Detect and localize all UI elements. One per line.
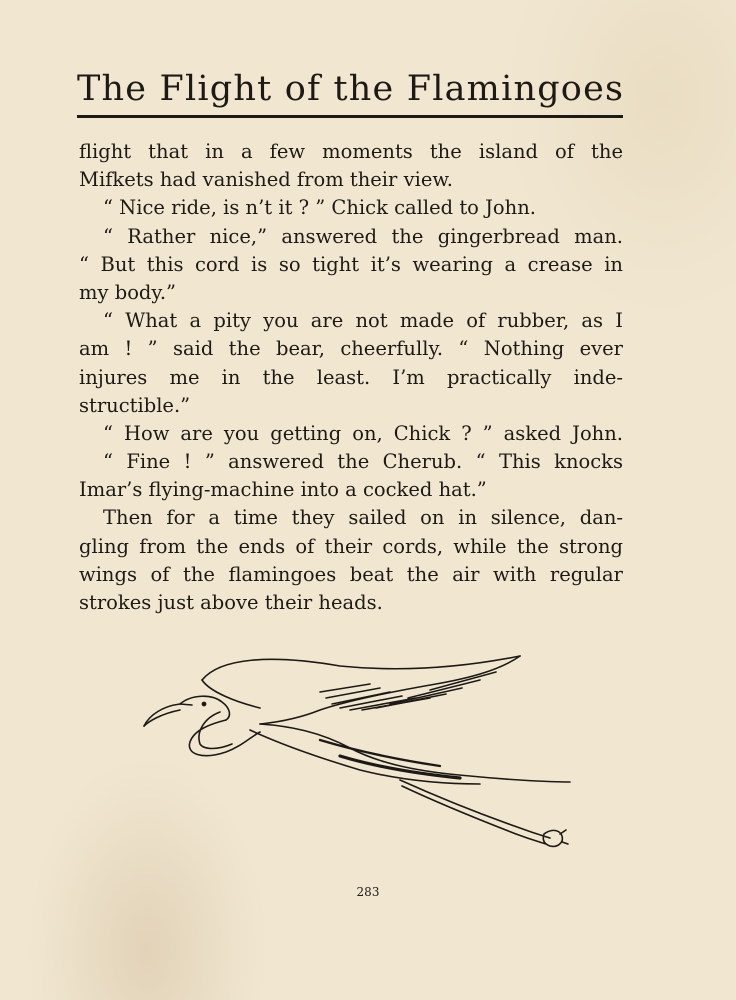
text-line: “ Nice ride, is n’t it ? ” Chick called to John. [103,196,536,220]
body-text [79,138,623,617]
text-line: strokes just above their heads. [79,591,383,614]
text-line: Imar’s flying-machine into a cocked hat.” [79,478,487,502]
text-line: “ How are you getting on, Chick ? ” asked John. [103,421,623,445]
flamingo-neck [189,720,260,756]
text-line: my body.” [79,280,177,304]
text-line: “ Fine ! ” answered the Cherub. “ This knocks [103,450,623,474]
text-line: “ But this cord is so tight it’s wearing a crease in [79,252,623,276]
text-line: gling from the ends of their cords, while the strong [79,534,623,558]
flamingo-legs [400,780,550,838]
text-line: structible.” [79,393,191,417]
flamingo-beak [144,704,192,726]
text-line: flight that in a few moments the island of the [79,140,623,163]
flamingo-illustration [140,648,580,858]
flamingo-feet [543,830,562,846]
text-line: wings of the flamingoes beat the air with regular [79,562,623,586]
text-line: Mifkets had vanished from their view. [79,168,453,192]
text-line: “ Rather nice,” answered the gingerbread man. [103,224,623,248]
text-line: “ What a pity you are not made of rubber, as I [103,309,623,333]
page-number: 283 [356,885,380,899]
running-header [77,66,623,120]
text-line: Then for a time they sailed on in silence, dan- [103,506,623,530]
text-line: injures me in the least. I’m practically inde- [79,365,623,389]
text-line: am ! ” said the bear, cheerfully. “ Nothing ever [79,337,623,361]
page-title: The Flight of the Flamingoes [77,69,625,109]
flamingo-head [180,696,229,720]
header-rule [77,115,623,118]
